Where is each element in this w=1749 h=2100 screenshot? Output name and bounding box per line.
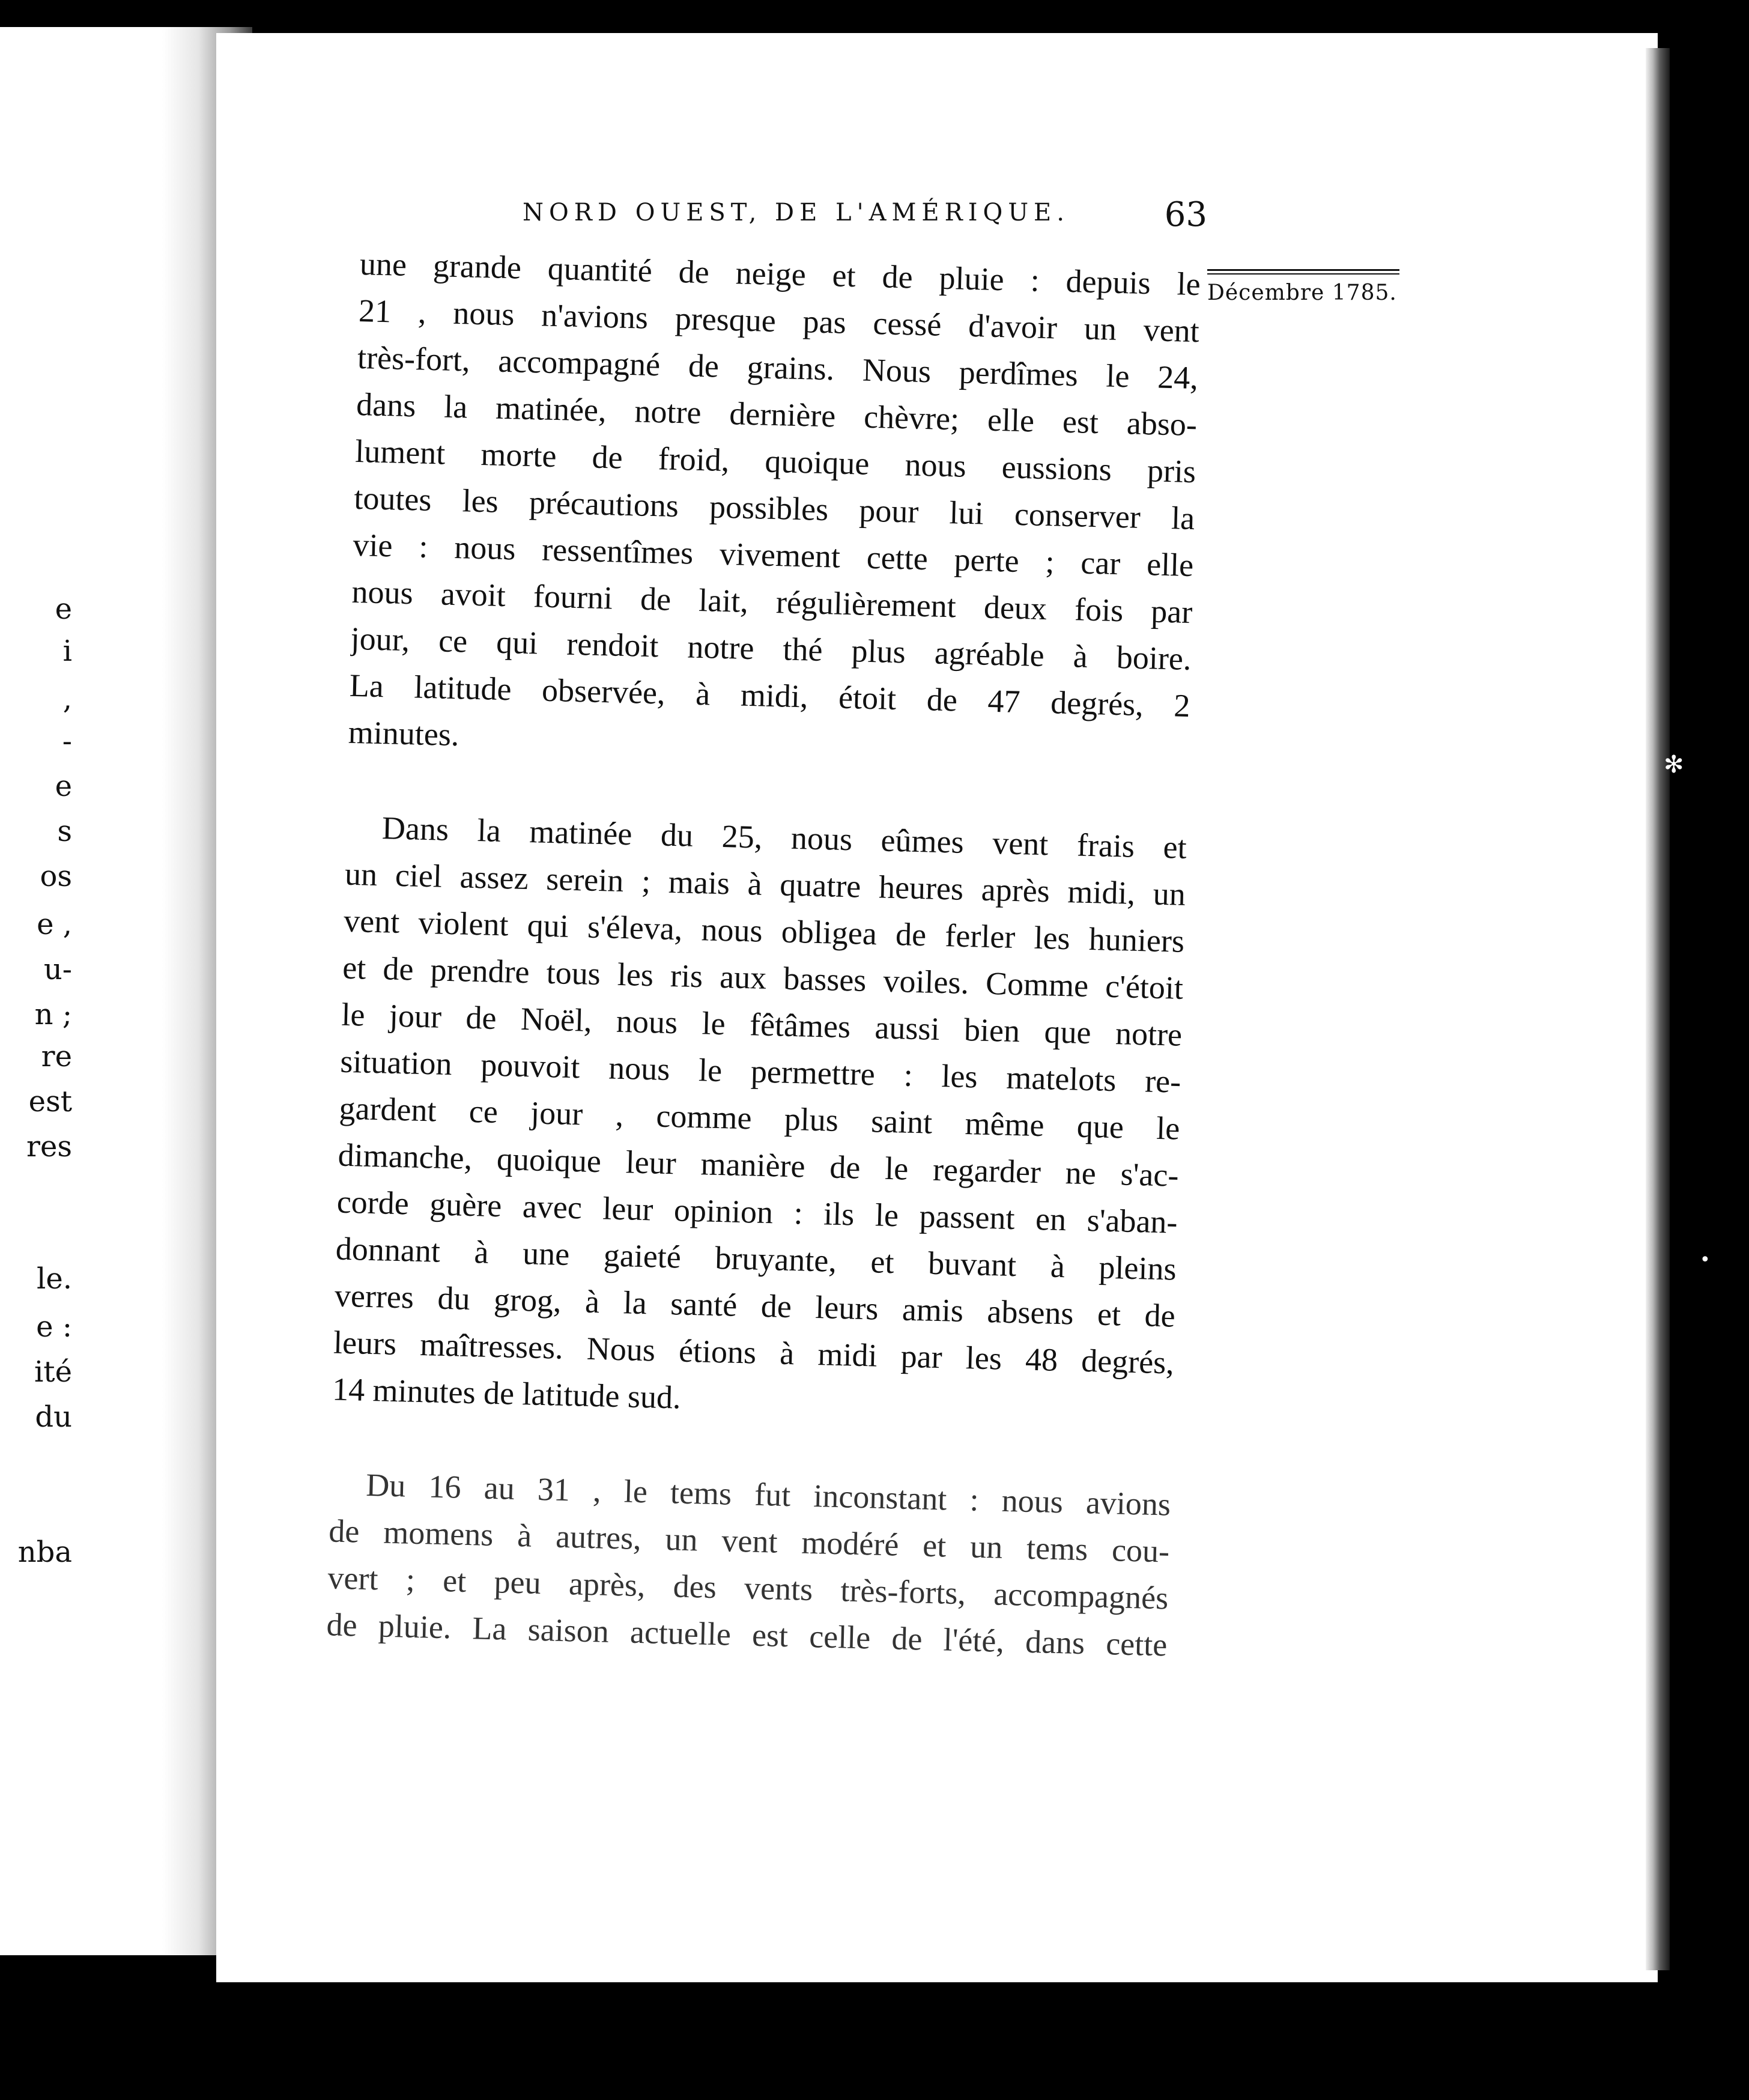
text-line: lument morte de froid, quoique nous eussions pris bbox=[354, 432, 1196, 490]
fragment: s bbox=[57, 815, 72, 848]
text-line: vie : nous ressentîmes vivement cette perte ; car elle bbox=[352, 526, 1194, 584]
scan-speck: ✻ bbox=[1664, 751, 1684, 778]
text-line: dimanche, quoique leur manière de le regarder ne s'ac- bbox=[338, 1136, 1180, 1194]
text-line: jour, ce qui rendoit notre thé plus agréable à boire. bbox=[350, 620, 1192, 677]
text-line: verres du grog, à la santé de leurs amis absens et de bbox=[334, 1277, 1176, 1334]
running-head: NORD OUEST, DE L'AMÉRIQUE. bbox=[523, 199, 1070, 226]
text-line: vent violent qui s'éleva, nous obligea de ferler les huniers bbox=[343, 902, 1185, 959]
text-line: Du 16 au 31 , le tems fut inconstant : nous avions bbox=[365, 1466, 1171, 1523]
text-line: un ciel assez serein ; mais à quatre heures après midi, un bbox=[344, 855, 1186, 912]
fragment: os bbox=[40, 860, 72, 893]
text-line: nous avoit fourni de lait, régulièrement deux fois par bbox=[351, 573, 1193, 631]
fragment: e : bbox=[36, 1310, 72, 1344]
fragment: , bbox=[62, 682, 72, 716]
paragraph bbox=[326, 1460, 1171, 1668]
text-line: leurs maîtresses. Nous étions à midi par les 48 degrés, bbox=[333, 1324, 1175, 1381]
fragment: re bbox=[41, 1040, 72, 1073]
paragraph bbox=[348, 240, 1201, 776]
fragment: du bbox=[35, 1400, 72, 1434]
text-line: situation pouvoit nous le permettre : les matelots re- bbox=[339, 1043, 1181, 1100]
text-line: 21 , nous n'avions presque pas cessé d'avoir un vent bbox=[358, 292, 1200, 350]
fragment: e , bbox=[37, 908, 72, 941]
fragment: i bbox=[62, 634, 72, 668]
fragment: - bbox=[62, 724, 72, 758]
page-header bbox=[523, 195, 1207, 237]
text-line: dans la matinée, notre dernière chèvre; elle est abso- bbox=[356, 386, 1198, 443]
text-line: La latitude observée, à midi, étoit de 47 degrés, 2 bbox=[349, 667, 1191, 724]
text-line: donnant à une gaieté bruyante, et buvant à pleins bbox=[335, 1230, 1177, 1287]
facing-page-text-fragments bbox=[0, 0, 72, 2100]
paragraph bbox=[332, 804, 1187, 1433]
text-line: de momens à autres, un vent modéré et un tems cou- bbox=[328, 1513, 1170, 1570]
text-line: corde guère avec leur opinion : ils le passent en s'aban- bbox=[336, 1183, 1178, 1240]
text-line: le jour de Noël, nous le fêtâmes aussi bien que notre bbox=[341, 996, 1183, 1053]
text-line: de pluie. La saison actuelle est celle de l'été, dans cette bbox=[326, 1606, 1168, 1663]
fragment: est bbox=[28, 1085, 72, 1118]
fragment: e bbox=[55, 592, 72, 626]
margin-rule bbox=[1207, 269, 1399, 271]
text-line: et de prendre tous les ris aux basses voiles. Comme c'étoit bbox=[342, 949, 1184, 1006]
page-edge-shadow bbox=[1646, 48, 1670, 1970]
page-number: 63 bbox=[1164, 195, 1207, 234]
margin-date: Décembre 1785. bbox=[1207, 281, 1397, 305]
fragment: nba bbox=[17, 1535, 72, 1569]
fragment: e bbox=[55, 769, 72, 803]
text-line: minutes. bbox=[348, 714, 460, 753]
text-line: toutes les précautions possibles pour lui conserver la bbox=[353, 479, 1195, 537]
fragment: u- bbox=[43, 953, 72, 986]
fragment: le. bbox=[36, 1262, 72, 1296]
fragment: res bbox=[26, 1130, 72, 1164]
text-line: gardent ce jour , comme plus saint même que le bbox=[338, 1090, 1181, 1147]
text-line: Dans la matinée du 25, nous eûmes vent frais et bbox=[381, 810, 1187, 866]
margin-note bbox=[1207, 269, 1399, 305]
text-line: une grande quantité de neige et de pluie : depuis le bbox=[359, 245, 1201, 303]
fragment: n ; bbox=[34, 998, 72, 1031]
margin-rule bbox=[1207, 273, 1399, 275]
text-line: vert ; et peu après, des vents très-forts, accompagnés bbox=[327, 1559, 1169, 1616]
text-line: 14 minutes de latitude sud. bbox=[332, 1371, 682, 1416]
fragment: ité bbox=[34, 1355, 72, 1389]
scan-speck: • bbox=[1700, 1249, 1711, 1270]
body-text bbox=[326, 240, 1201, 1669]
text-line: très-fort, accompagné de grains. Nous perdîmes le 24, bbox=[357, 339, 1199, 396]
